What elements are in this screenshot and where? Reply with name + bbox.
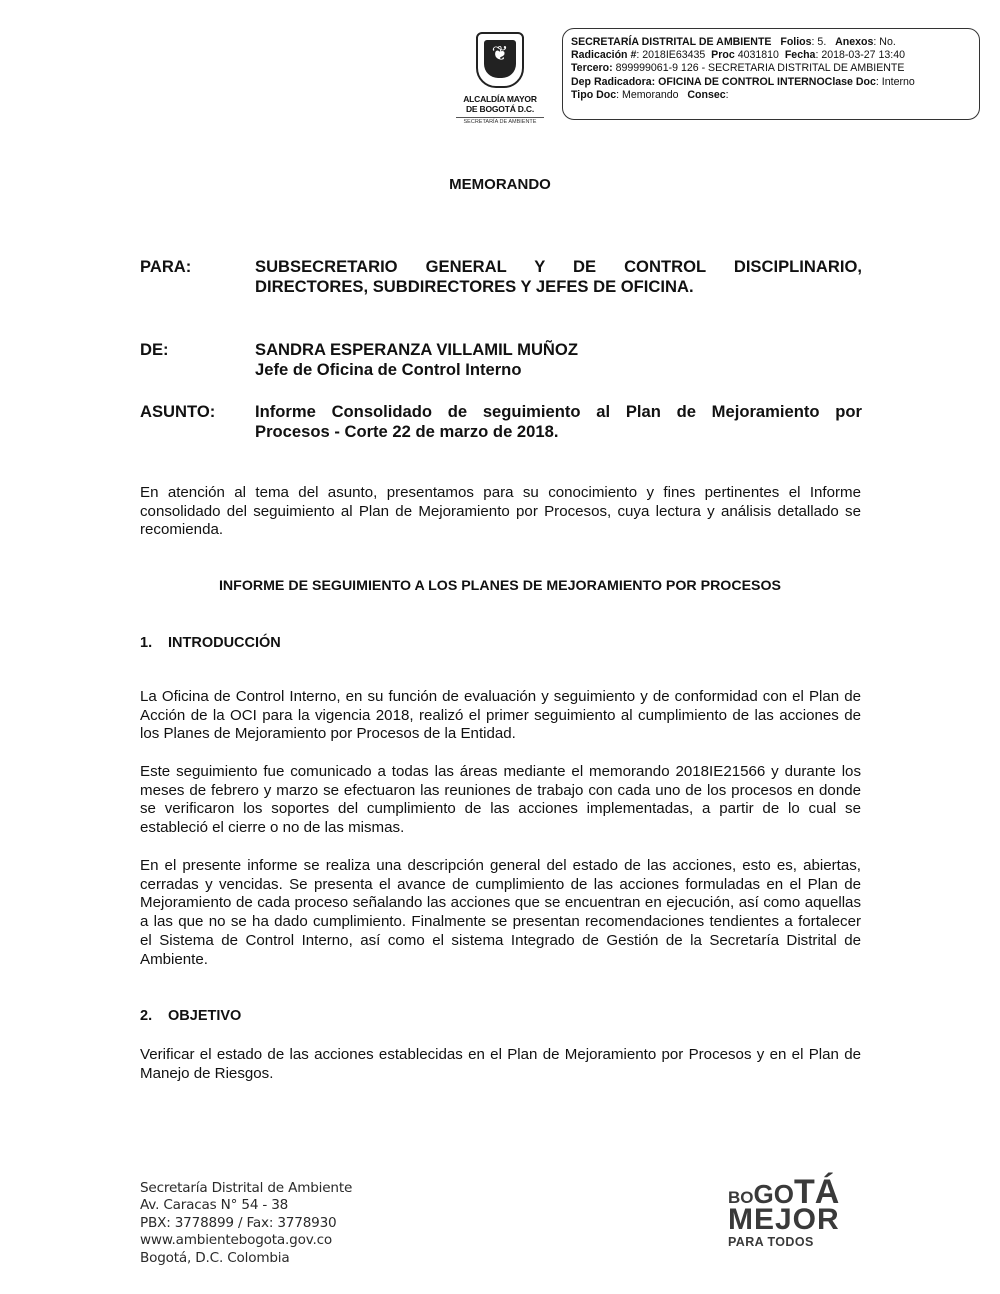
footer-entity: Secretaría Distrital de Ambiente xyxy=(140,1180,353,1196)
stamp-line-5 xyxy=(571,89,979,102)
slogan-mejor: MEJOR xyxy=(728,1203,840,1236)
proc-value: 4031810 xyxy=(737,49,779,62)
section-1-paragraph-2: Este seguimiento fue comunicado a todas las áreas mediante el memorando 2018IE21566 y durante los meses de febrero y marzo se efectuaron las reuniones de trabajo con cada uno de los procesos en donde se verificaron los soportes del cumplimiento de las acciones implementadas, a partir de lo cual se estableció el cierre o no de las mismas. xyxy=(140,763,861,837)
para-value-line-1: SUBSECRETARIO GENERAL Y DE CONTROL DISCIPLINARIO, xyxy=(255,257,862,276)
tercero-label: Tercero: xyxy=(571,62,613,75)
slogan-ta: TÁ xyxy=(793,1173,840,1211)
asunto-field xyxy=(140,402,862,442)
asunto-line-1: Informe Consolidado de seguimiento al Plan de Mejoramiento por xyxy=(255,402,862,421)
logo-divider xyxy=(456,117,544,118)
footer-city: Bogotá, D.C. Colombia xyxy=(140,1249,290,1266)
section-title: OBJETIVO xyxy=(168,1008,242,1024)
para-field xyxy=(140,257,862,297)
footer-phone: PBX: 3778899 / Fax: 3778930 xyxy=(140,1214,337,1231)
section-2-paragraph-1: Verificar el estado de las acciones establecidas en el Plan de Mejoramiento por Procesos y en el Plan de Manejo de Riesgos. xyxy=(140,1046,861,1082)
tipo-doc-label: Tipo Doc xyxy=(571,88,617,101)
stamp-entity: SECRETARÍA DISTRITAL DE AMBIENTE xyxy=(571,36,772,48)
dep-radicadora-label: Dep Radicadora: OFICINA DE CONTROL INTERNOClase Doc xyxy=(571,75,876,88)
section-heading-objetivo xyxy=(140,1008,241,1024)
slogan-go: GO xyxy=(753,1179,794,1209)
logo-line-1: ALCALDÍA MAYOR xyxy=(463,94,537,104)
coat-of-arms-icon: ❦ xyxy=(476,32,524,88)
footer-website: www.ambientebogota.gov.co xyxy=(140,1232,332,1249)
asunto-line-2: Procesos - Corte 22 de marzo de 2018. xyxy=(255,422,559,441)
de-label: DE: xyxy=(140,340,169,359)
stamp-line-1 xyxy=(571,36,979,49)
report-title: INFORME DE SEGUIMIENTO A LOS PLANES DE MEJORAMIENTO POR PROCESOS xyxy=(218,578,782,594)
tipo-doc-value: : Memorando xyxy=(616,88,679,101)
de-name: SANDRA ESPERANZA VILLAMIL MUÑOZ xyxy=(255,340,578,359)
section-title: INTRODUCCIÓN xyxy=(168,635,281,651)
clase-doc-value: : Interno xyxy=(875,75,915,88)
section-1-paragraph-1: La Oficina de Control Interno, en su función de evaluación y seguimiento y de conformidad con el Plan de Acción de la OCI para la vigencia 2018, realizó el primer seguimiento al cumplimiento de las acciones de los Planes de Mejoramiento por Procesos de la Entidad. xyxy=(140,688,861,743)
proc-label: Proc xyxy=(711,49,735,62)
footer-street: Av. Caracas N° 54 - 38 xyxy=(140,1197,289,1214)
bogota-mejor-logo xyxy=(728,1175,858,1249)
slogan-para-todos: PARA TODOS xyxy=(728,1235,814,1249)
para-value-line-2: DIRECTORES, SUBDIRECTORES Y JEFES DE OFICINA. xyxy=(255,277,694,296)
radicacion-label: Radicación # xyxy=(571,49,637,62)
asunto-label: ASUNTO: xyxy=(140,402,216,421)
stamp-line-2 xyxy=(571,49,979,62)
anexos-label: Anexos xyxy=(835,36,874,48)
slogan-bo: BO xyxy=(728,1188,754,1207)
footer-address xyxy=(140,1180,352,1267)
document-title: MEMORANDO xyxy=(449,176,551,193)
consec-label: Consec xyxy=(687,88,726,101)
section-1-paragraph-3: En el presente informe se realiza una descripción general del estado de las acciones, esto es, abiertas, cerradas y vencidas. Se presenta el avance de cumplimiento de las acciones formuladas en el Plan de Mejoramiento de cada proceso señalando las acciones que se encuentran en ejecución, así como aquellas a las que no se ha dado cumplimiento. Finalmente se presentan recomendaciones tendientes a fortalecer el Sistema de Control Interno, así como el sistema Integrado de Gestión de la Secretaría Distrital de Ambiente. xyxy=(140,857,861,968)
section-heading-introduccion xyxy=(140,635,281,651)
stamp-line-3 xyxy=(571,62,979,75)
intro-paragraph: En atención al tema del asunto, presentamos para su conocimiento y fines pertinentes el Informe consolidado del seguimiento al Plan de Mejoramiento por Procesos, cuya lectura y análisis detallado se recomienda. xyxy=(140,484,861,539)
folios-label: Folios xyxy=(780,36,812,48)
logo-line-3: SECRETARÍA DE AMBIENTE xyxy=(463,119,537,125)
fecha-label: Fecha xyxy=(784,49,816,62)
section-number: 2. xyxy=(140,1008,153,1024)
consec-value: : xyxy=(725,88,729,101)
stamp-line-4 xyxy=(571,76,979,89)
fecha-value: : 2018-03-27 13:40 xyxy=(815,49,905,62)
de-position: Jefe de Oficina de Control Interno xyxy=(255,360,522,379)
folios-value: : 5. xyxy=(811,36,827,48)
section-number: 1. xyxy=(140,635,153,651)
tercero-value: 899999061-9 126 - SECRETARIA DISTRITAL DE AMBIENTE xyxy=(615,62,905,75)
anexos-value: : No. xyxy=(873,36,896,48)
de-field xyxy=(140,340,862,380)
logo-line-2: DE BOGOTÁ D.C. xyxy=(465,104,535,114)
radicacion-value: : 2018IE63435 xyxy=(636,49,706,62)
para-label: PARA: xyxy=(140,257,192,276)
alcaldia-logo xyxy=(452,32,548,130)
radicado-stamp xyxy=(562,28,980,120)
